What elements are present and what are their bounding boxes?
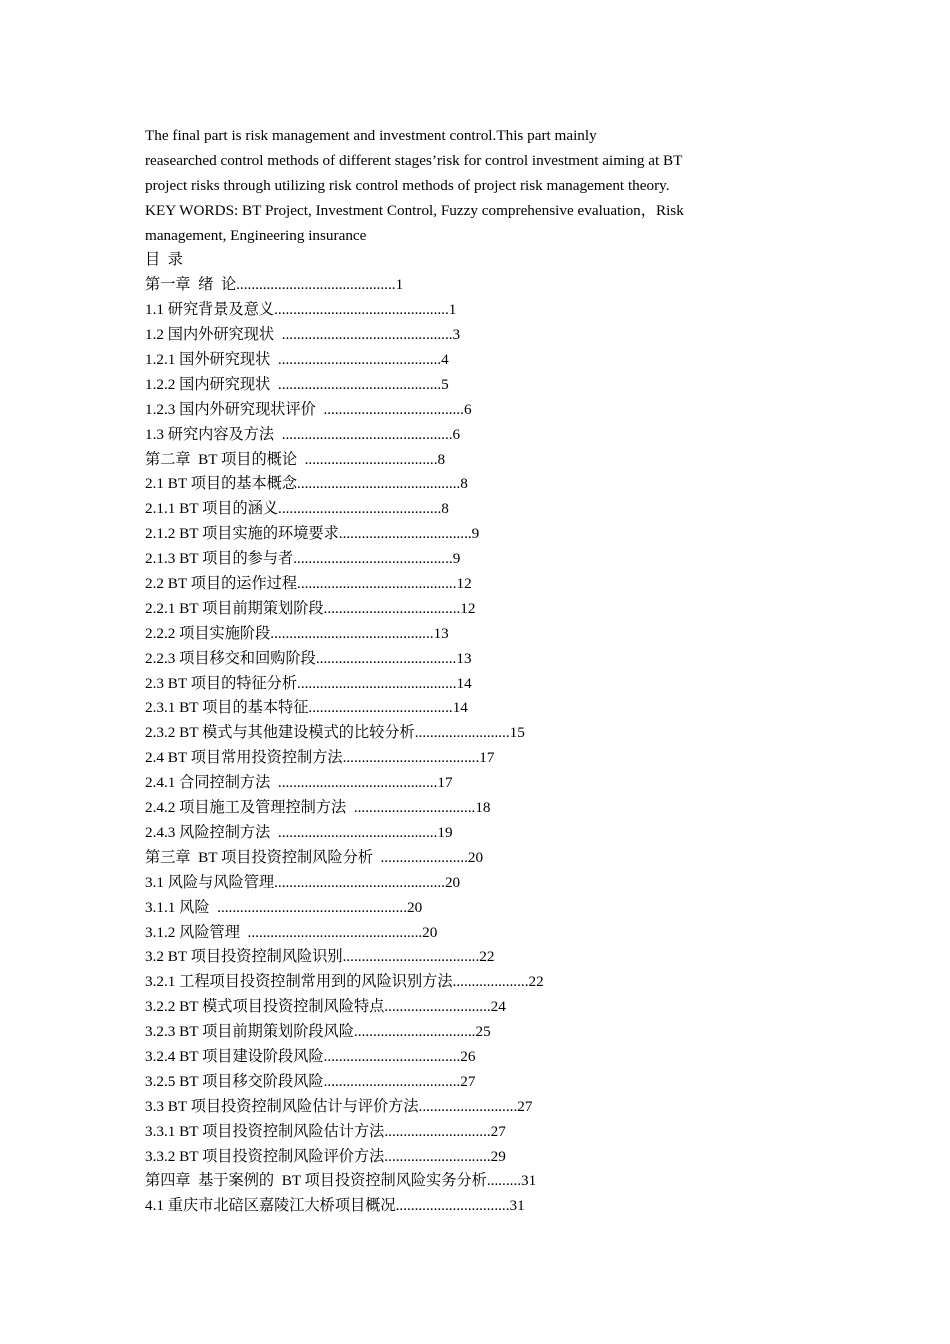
toc-entry: 2.3.2 BT 模式与其他建设模式的比较分析.........................15 [145,724,525,742]
toc-entry: 3.2.1 工程项目投资控制常用到的风险识别方法....................22 [145,973,544,991]
abstract-line: project risks through utilizing risk control methods of project risk management theory. [145,176,670,194]
toc-entry: 3.2.2 BT 模式项目投资控制风险特点............................24 [145,998,506,1016]
toc-entry: 第二章 BT 项目的概论 ...................................8 [145,450,446,468]
abstract-paragraph [145,124,765,248]
keywords-line: KEY WORDS: BT Project, Investment Control, Fuzzy comprehensive evaluation，Risk [145,201,684,219]
toc-entry: 2.1.2 BT 项目实施的环境要求...................................9 [145,525,480,543]
toc-entry: 3.2.4 BT 项目建设阶段风险....................................26 [145,1047,476,1065]
toc-entry: 3.1.1 风险 ..................................................20 [145,898,423,916]
toc-entry: 2.2 BT 项目的运作过程..........................................12 [145,575,472,593]
toc-entry: 1.1 研究背景及意义..............................................1 [145,301,457,319]
toc-entry: 3.1.2 风险管理 ..............................................20 [145,923,438,941]
toc-entry: 2.4 BT 项目常用投资控制方法....................................17 [145,749,495,767]
document-page [145,124,765,1219]
toc-entry: 3.3.1 BT 项目投资控制风险估计方法............................27 [145,1122,506,1140]
table-of-contents [145,273,765,1219]
toc-entry: 第一章 绪 论..........................................1 [145,276,404,294]
toc-entry: 3.3.2 BT 项目投资控制风险评价方法............................29 [145,1147,506,1165]
toc-entry: 2.3.1 BT 项目的基本特征......................................14 [145,699,468,717]
toc-entry: 2.1.3 BT 项目的参与者..........................................9 [145,550,461,568]
toc-entry: 3.3 BT 项目投资控制风险估计与评价方法..........................27 [145,1097,533,1115]
toc-entry: 1.3 研究内容及方法 .............................................6 [145,425,461,443]
toc-entry: 2.4.2 项目施工及管理控制方法 ................................18 [145,799,491,817]
toc-entry: 2.4.3 风险控制方法 ..........................................19 [145,823,453,841]
abstract-line: reasearched control methods of different stages’risk for control investment aiming at BT [145,151,683,169]
keywords-line: management, Engineering insurance [145,226,367,244]
abstract-line: The final part is risk management and investment control.This part mainly [145,127,597,144]
toc-entry: 1.2.1 国外研究现状 ...........................................4 [145,351,449,369]
toc-entry: 2.3 BT 项目的特征分析..........................................14 [145,674,472,692]
toc-entry: 1.2.2 国内研究现状 ...........................................5 [145,375,449,393]
toc-entry: 3.1 风险与风险管理.............................................20 [145,873,461,891]
toc-entry: 3.2 BT 项目投资控制风险识别....................................22 [145,948,495,966]
toc-entry: 3.2.5 BT 项目移交阶段风险....................................27 [145,1072,476,1090]
toc-entry: 1.2 国内外研究现状 .............................................3 [145,326,461,344]
toc-title: 目 录 [145,251,183,269]
toc-entry: 1.2.3 国内外研究现状评价 .....................................6 [145,400,472,418]
toc-entry: 第三章 BT 项目投资控制风险分析 .......................20 [145,848,484,866]
toc-entry: 2.1.1 BT 项目的涵义...........................................8 [145,500,449,518]
toc-entry: 2.4.1 合同控制方法 ..........................................17 [145,774,453,792]
toc-entry: 4.1 重庆市北碚区嘉陵江大桥项目概况..............................31 [145,1197,525,1215]
toc-entry: 2.2.3 项目移交和回购阶段.....................................13 [145,649,472,667]
toc-entry: 2.2.1 BT 项目前期策划阶段....................................12 [145,599,476,617]
toc-entry: 2.1 BT 项目的基本概念...........................................8 [145,475,468,493]
toc-entry: 第四章 基于案例的 BT 项目投资控制风险实务分析.........31 [145,1172,537,1190]
toc-entry: 2.2.2 项目实施阶段...........................................13 [145,624,449,642]
toc-entry: 3.2.3 BT 项目前期策划阶段风险................................25 [145,1023,491,1041]
